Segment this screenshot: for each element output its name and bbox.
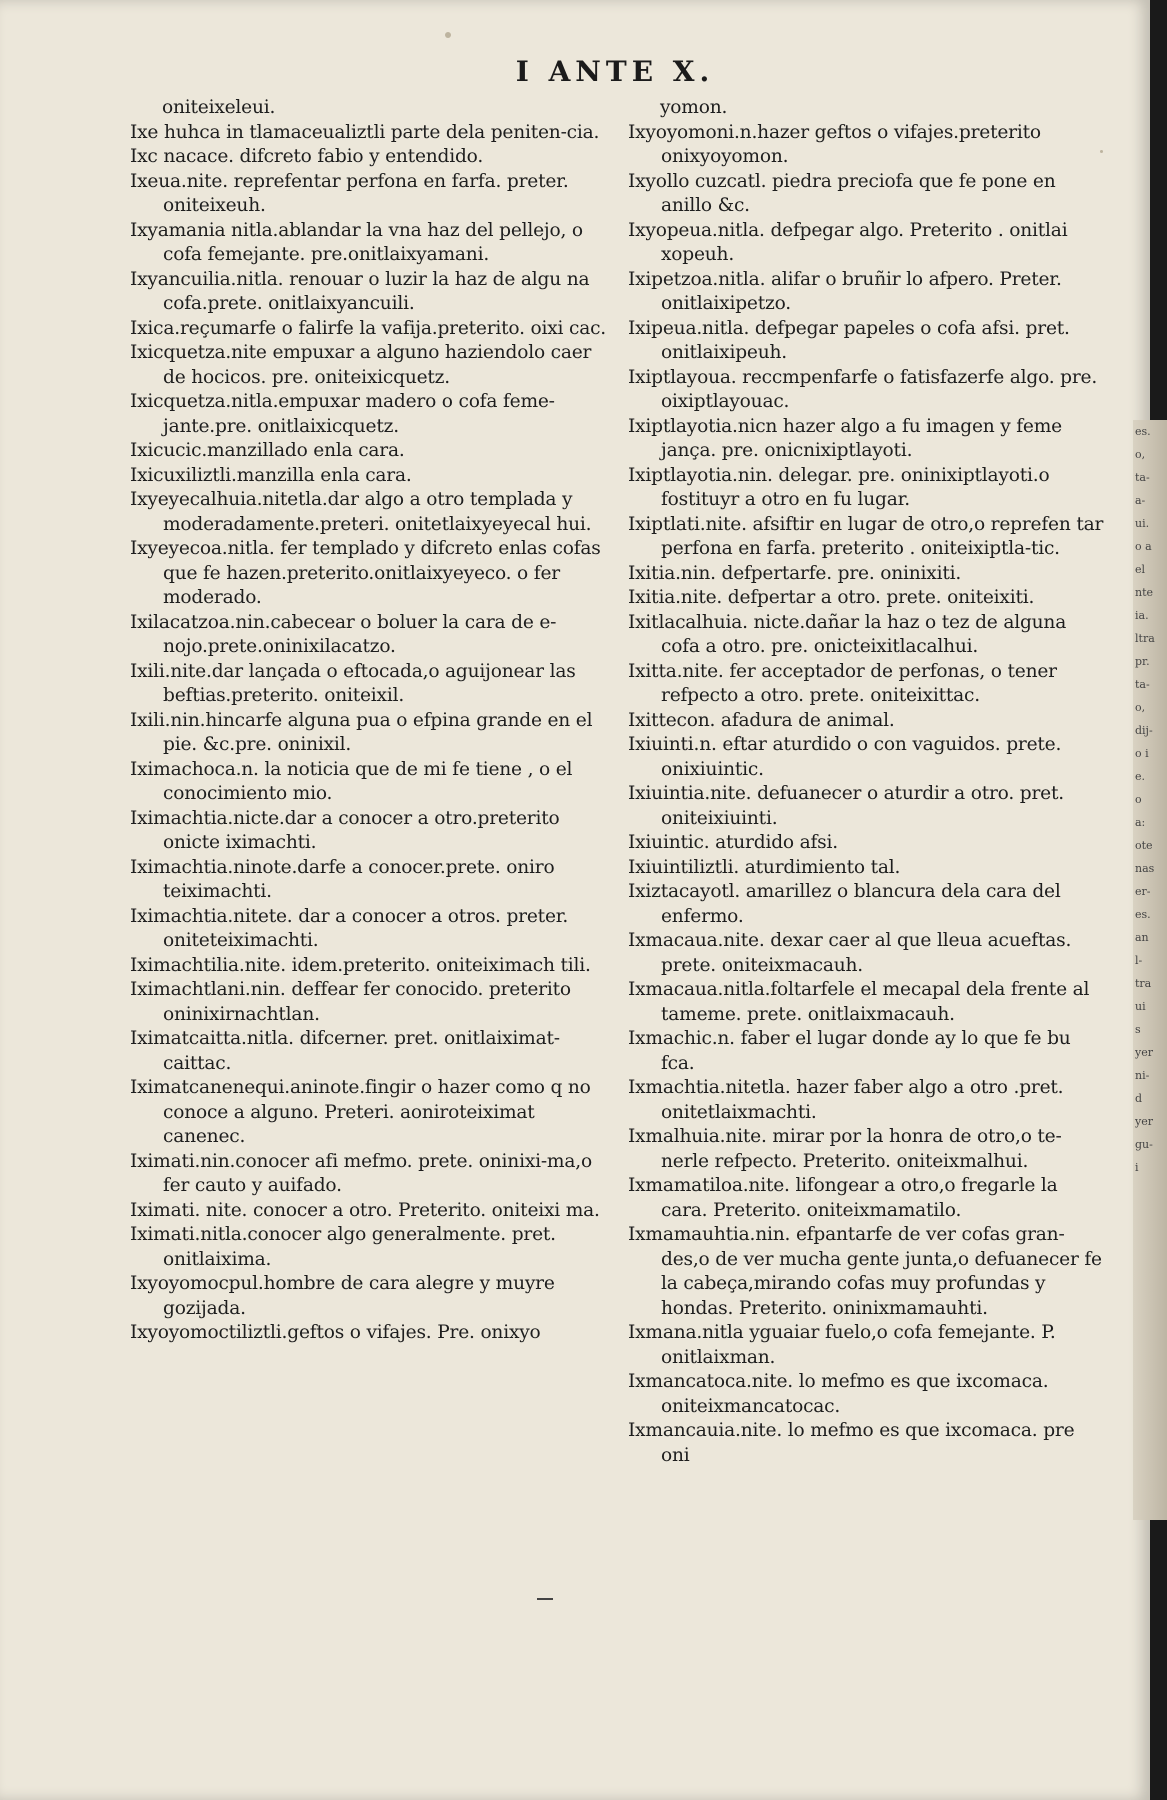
dictionary-entry: Ixicquetza.nite empuxar a alguno haziendolo caer de hocicos. pre. oniteixicquetz. [130,342,592,388]
edge-fragment: o, [1135,448,1146,461]
edge-fragment: ni- [1135,1069,1150,1082]
edge-fragment: o a [1135,540,1152,553]
edge-fragment: er- [1135,885,1151,898]
edge-fragment: yer [1135,1046,1153,1059]
edge-fragment: tra [1135,977,1152,990]
dictionary-entry: Ixmachtia.nitetla. hazer faber algo a otro .pret. onitetlaixmachti. [628,1077,1064,1123]
dictionary-entry: Ixicuxiliztli.manzilla enla cara. [130,464,412,486]
dictionary-entry: Ixyancuilia.nitla. renouar o luzir la haz de algu na cofa.prete. onitlaixyancuili. [130,268,590,314]
edge-fragment: s [1135,1023,1141,1036]
dictionary-entry: Ixyoyomoctiliztli.geftos o vifajes. Pre. onixyo [130,1322,541,1343]
dictionary-entry: Iximati.nitla.conocer algo generalmente. pret. onitlaixima. [130,1224,556,1270]
edge-fragment: ui. [1135,517,1150,530]
edge-fragment: ta- [1135,471,1150,484]
edge-fragment: ia. [1135,609,1149,622]
dictionary-entry: Ixyeyecalhuia.nitetla.dar algo a otro templada y moderadamente.preteri. onitetlaixyeyecal hui. [130,489,592,535]
edge-fragment: es. [1135,908,1151,921]
paper-speck [445,32,451,38]
edge-fragment: ui [1135,1000,1146,1013]
adjacent-page-edge [1133,420,1167,1520]
dictionary-entry: Ixiuinti.n. eftar aturdido o con vaguidos. prete. onixiuintic. [628,734,1062,780]
edge-fragment: es. [1135,425,1151,438]
right-column [628,96,1106,1468]
dictionary-entry: Iximatcaitta.nitla. difcerner. pret. onitlaiximat-caittac. [130,1028,560,1074]
edge-fragment: a: [1135,816,1146,829]
dictionary-entry: Ixiuintia.nite. defuanecer o aturdir a otro. pret. oniteixiuinti. [628,783,1064,829]
dictionary-entry: Ixyoyomoni.n.hazer geftos o vifajes.preterito onixyoyomon. [628,121,1041,167]
dictionary-entry: Iximachtilia.nite. idem.preterito. oniteiximach tili. [130,954,591,976]
dictionary-entry: Ixyeyecoa.nitla. fer templado y difcreto enlas cofas que fe hazen.preterito.onitlaixyeyeco. o fer moderado. [130,538,601,608]
dictionary-entry: Ixittecon. afadura de animal. [628,709,895,731]
edge-fragment: o, [1135,701,1146,714]
dictionary-entry: Iximachtlani.nin. deffear fer conocido. preterito oninixirnachtlan. [130,979,571,1025]
dictionary-entry: Ixmachic.n. faber el lugar donde ay lo que fe bu fca. [628,1028,1071,1074]
dictionary-entry: Ixili.nin.hincarfe alguna pua o efpina grande en el pie. &c.pre. oninixil. [130,709,593,755]
dictionary-entry: Ixc nacace. difcreto fabio y entendido. [130,146,484,167]
edge-fragment: o i [1135,747,1149,760]
edge-fragment: pr. [1135,655,1150,668]
dictionary-entry: Ixica.reçumarfe o falirfe la vafija.preterito. oixi cac. [130,317,607,339]
left-column [130,96,608,1346]
dictionary-entry: Ixitia.nite. defpertar a otro. prete. oniteixiti. [628,587,1035,608]
dictionary-entry: yomon. [660,97,728,118]
dictionary-entry: Ixitia.nin. defpertarfe. pre. oninixiti. [628,562,962,584]
dictionary-entry: Ixyopeua.nitla. defpegar algo. Preterito . onitlai xopeuh. [628,219,1068,265]
edge-fragment: gu- [1135,1138,1153,1151]
dictionary-entry: Ixmamatiloa.nite. lifongear a otro,o fregarle la cara. Preterito. oniteixmamatilo. [628,1175,1058,1221]
dictionary-entry: Ixipetzoa.nitla. alifar o bruñir lo afpero. Preter. onitlaixipetzo. [628,268,1062,314]
edge-fragment: ote [1135,839,1153,852]
dictionary-entry: Ixeua.nite. reprefentar perfona en farfa. preter. oniteixeuh. [130,170,569,216]
dictionary-entry: oniteixeleui. [162,97,276,118]
dictionary-entry: Iximachtia.nicte.dar a conocer a otro.preterito onicte iximachti. [130,807,560,853]
edge-fragment: nte [1135,586,1154,599]
edge-fragment: a- [1135,494,1146,507]
page-header: I ANTE X. [515,55,715,88]
dictionary-entry: Ixyamania nitla.ablandar la vna haz del pellejo, o cofa femejante. pre.onitlaixyamani. [130,219,583,265]
dictionary-entry: Ixiptlayotia.nicn hazer algo a fu imagen y feme jança. pre. onicnixiptlayoti. [628,415,1062,461]
dictionary-entry: Ixicquetza.nitla.empuxar madero o cofa feme-jante.pre. onitlaixicquetz. [130,391,555,437]
dictionary-entry: Ixitlacalhuia. nicte.dañar la haz o tez de alguna cofa a otro. pre. onicteixitlacalhui. [628,611,1067,657]
dictionary-entry: Iximachtia.ninote.darfe a conocer.prete. oniro teiximachti. [130,856,555,902]
dictionary-entry: Ixiptlayotia.nin. delegar. pre. oninixiptlayoti.o fostituyr a otro en fu lugar. [628,464,1050,510]
edge-fragment: i [1135,1161,1139,1174]
dictionary-entry: Iximati.nin.conocer afi mefmo. prete. oninixi-ma,o fer cauto y auifado. [130,1150,592,1196]
dictionary-entry: Iximati. nite. conocer a otro. Preterito. oniteixi ma. [130,1199,600,1221]
dictionary-entry: Ixmacaua.nitla.foltarfele el mecapal dela frente al tameme. prete. onitlaixmacauh. [628,979,1090,1025]
edge-fragment: e. [1135,770,1146,783]
dictionary-entry: Ixmancatoca.nite. lo mefmo es que ixcomaca. oniteixmancatocac. [628,1371,1049,1417]
dictionary-entry: Ixyollo cuzcatl. piedra preciofa que fe pone en anillo &c. [628,170,1056,216]
dictionary-entry: Ixmamauhtia.nin. efpantarfe de ver cofas gran-des,o de ver mucha gente junta,o defuanecer fe la cabeça,mirando cofas muy profundas y hondas. Preterito. oninixmamauhti. [628,1224,1102,1319]
edge-fragment: dij- [1135,724,1153,737]
edge-fragment: nas [1135,862,1155,875]
dictionary-entry: Ixyoyomocpul.hombre de cara alegre y muyre gozijada. [130,1273,555,1319]
dictionary-entry: Ixe huhca in tlamaceualiztli parte dela peniten-cia. [130,121,600,143]
edge-fragment: el [1135,563,1146,576]
edge-fragment: l- [1135,954,1143,967]
dictionary-entry: Iximachtia.nitete. dar a conocer a otros. preter. oniteteiximachti. [130,905,569,951]
dictionary-entry: Ixmana.nitla yguaiar fuelo,o cofa femejante. P. onitlaixman. [628,1322,1056,1368]
dictionary-entry: Ixiuintic. aturdido afsi. [628,832,838,853]
dictionary-entry: Ixmacaua.nite. dexar caer al que lleua acueftas. prete. oniteixmacauh. [628,930,1072,976]
dictionary-entry: Ixilacatzoa.nin.cabecear o boluer la cara de e-nojo.prete.oninixilacatzo. [130,611,557,657]
dictionary-entry: Iximachoca.n. la noticia que de mi fe tiene , o el conocimiento mio. [130,758,573,804]
edge-fragment: ltra [1135,632,1155,645]
dictionary-entry: Ixili.nite.dar lançada o eftocada,o aguijonear las beftias.preterito. oniteixil. [130,660,576,706]
dictionary-entry: Ixiuintiliztli. aturdimiento tal. [628,856,901,878]
edge-fragment: o [1135,793,1142,806]
dictionary-entry: Iximatcanenequi.aninote.fingir o hazer como q no conoce a alguno. Preteri. aoniroteiximat canenec. [130,1077,591,1147]
dictionary-entry: Ixmalhuia.nite. mirar por la honra de otro,o te-nerle refpecto. Preterito. oniteixmalhui. [628,1126,1062,1172]
edge-fragment: ta- [1135,678,1150,691]
dictionary-entry: Ixiztacayotl. amarillez o blancura dela cara del enfermo. [628,881,1061,927]
edge-fragment: d [1135,1092,1143,1105]
edge-fragment: an [1135,931,1149,944]
dictionary-entry: Ixiptlayoua. reccmpenfarfe o fatisfazerfe algo. pre. oixiptlayouac. [628,366,1098,412]
dictionary-entry: Ixitta.nite. fer acceptador de perfonas, o tener refpecto a otro. prete. oniteixittac. [628,660,1057,706]
dictionary-entry: Ixiptlati.nite. afsiftir en lugar de otro,o reprefen tar perfona en farfa. preterito . oniteixiptla-tic. [628,513,1104,559]
dictionary-entry: Ixmancauia.nite. lo mefmo es que ixcomaca. pre oni [628,1420,1075,1466]
edge-fragment: yer [1135,1115,1153,1128]
dictionary-entry: Ixicucic.manzillado enla cara. [130,440,405,461]
footer-mark [537,1598,553,1600]
dictionary-entry: Ixipeua.nitla. defpegar papeles o cofa afsi. pret. onitlaixipeuh. [628,317,1070,363]
